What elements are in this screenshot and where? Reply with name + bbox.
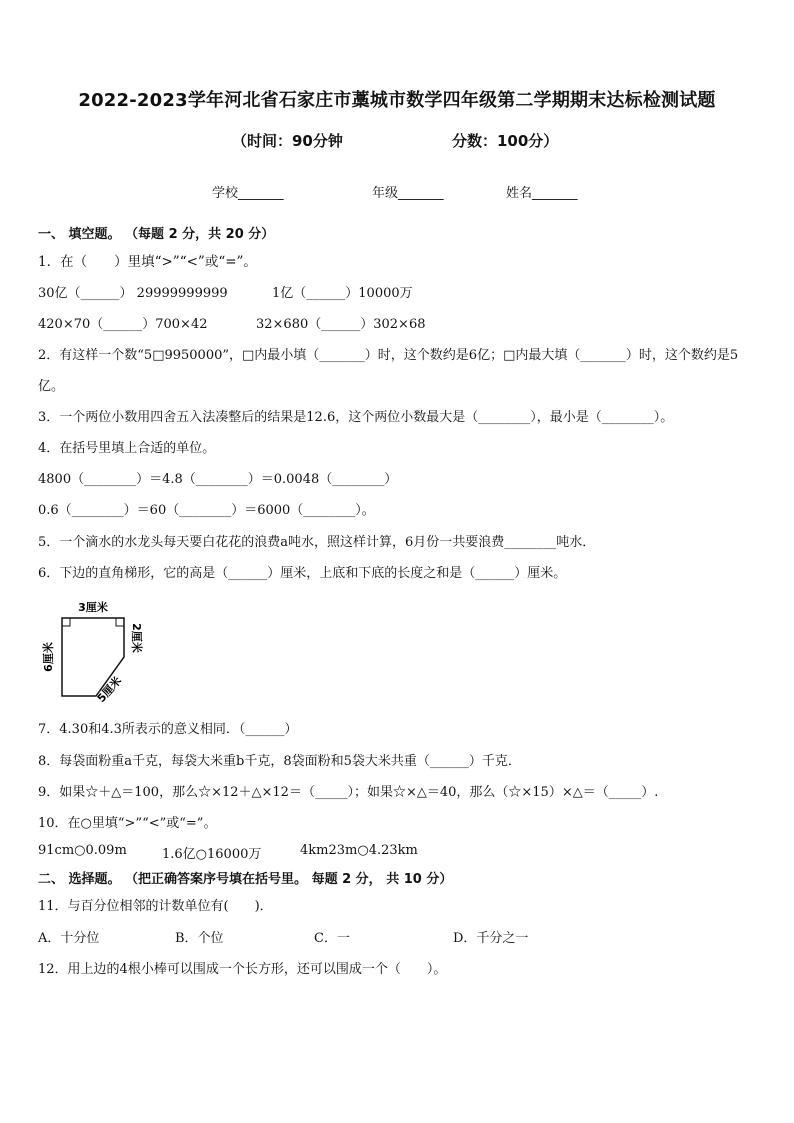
question-9: 9．如果☆＋△＝100，那么☆×12＋△×12＝（_____）；如果☆×△＝40，那么（☆×15）×△＝（_____）. <box>38 785 659 800</box>
question-3: 3．一个两位小数用四舍五入法凑整后的结果是12.6，这个两位小数最大是（________），最小是（________）。 <box>38 410 674 425</box>
question-2-line-1: 2．有这样一个数“5□9950000”，□内最小填（_______）时，这个数约是6亿；□内最大填（_______）时，这个数约是5 <box>38 348 739 363</box>
label-top-base: 3厘米 <box>78 601 108 614</box>
grade-field[interactable]: 年级_______ <box>372 186 444 201</box>
question-4-row-a: 4800（________）＝4.8（________）＝0.0048（________） <box>38 472 398 487</box>
question-5: 5．一个滴水的水龙头每天要白花花的浪费a吨水，照这样计算，6月份一共要浪费________吨水． <box>38 535 596 550</box>
question-2-line-2: 亿。 <box>38 379 65 394</box>
right-angle-mark-right <box>116 618 124 626</box>
question-11: 11．与百分位相邻的计数单位有( )． <box>38 899 273 914</box>
question-1-item-a2: 1亿（______）10000万 <box>272 286 413 301</box>
question-10-item-b: 1.6亿○16000万 <box>162 847 262 862</box>
option-b[interactable]: B．个位 <box>175 931 224 946</box>
question-1: 1．在（ ）里填“>”“<”或“=”。 <box>38 254 257 270</box>
school-field[interactable]: 学校_______ <box>212 186 284 201</box>
question-4-row-b: 0.6（________）＝60（________）＝6000（________）。 <box>38 503 375 518</box>
question-10: 10．在○里填“>”“<”或“=”。 <box>38 816 217 831</box>
question-1-item-b1: 420×70（______）700×42 <box>38 317 208 332</box>
section-1-heading: 一、 填空题。 （每题 2 分，共 20 分） <box>38 227 275 242</box>
question-1-item-a1: 30亿（______） 29999999999 <box>38 286 228 301</box>
question-10-item-a: 91cm○0.09m <box>38 843 127 858</box>
exam-score: 分数：100分） <box>452 132 559 150</box>
option-c[interactable]: C．一 <box>314 931 350 946</box>
name-field[interactable]: 姓名_______ <box>506 186 578 201</box>
exam-time: （时间：90分钟 <box>232 132 343 150</box>
question-8: 8．每袋面粉重a千克，每袋大米重b千克，8袋面粉和5袋大米共重（______）千克． <box>38 754 521 769</box>
label-height: 6厘米 <box>42 642 55 672</box>
section-2-heading: 二、 选择题。 （把正确答案序号填在括号里。 每题 2 分， 共 10 分） <box>38 872 453 887</box>
exam-title: 2022-2023学年河北省石家庄市藁城市数学四年级第二学期期末达标检测试题 <box>78 90 716 111</box>
label-right-side: 2厘米 <box>130 623 143 653</box>
trapezoid-figure <box>38 596 148 706</box>
option-a[interactable]: A．十分位 <box>38 931 100 946</box>
right-angle-mark-left <box>62 618 70 626</box>
question-7: 7．4.30和4.3所表示的意义相同．（______） <box>38 722 298 737</box>
question-4: 4．在括号里填上合适的单位。 <box>38 441 216 456</box>
question-10-item-c: 4km23m○4.23km <box>300 843 418 858</box>
question-12: 12．用上边的4根小棒可以围成一个长方形，还可以围成一个（ ）。 <box>38 962 447 977</box>
question-6: 6．下边的直角梯形，它的高是（______）厘米，上底和下底的长度之和是（______）厘米。 <box>38 566 567 581</box>
label-slant-side: 5厘米 <box>94 674 125 706</box>
option-d[interactable]: D．千分之一 <box>453 931 529 946</box>
question-1-item-b2: 32×680（______）302×68 <box>256 317 426 332</box>
